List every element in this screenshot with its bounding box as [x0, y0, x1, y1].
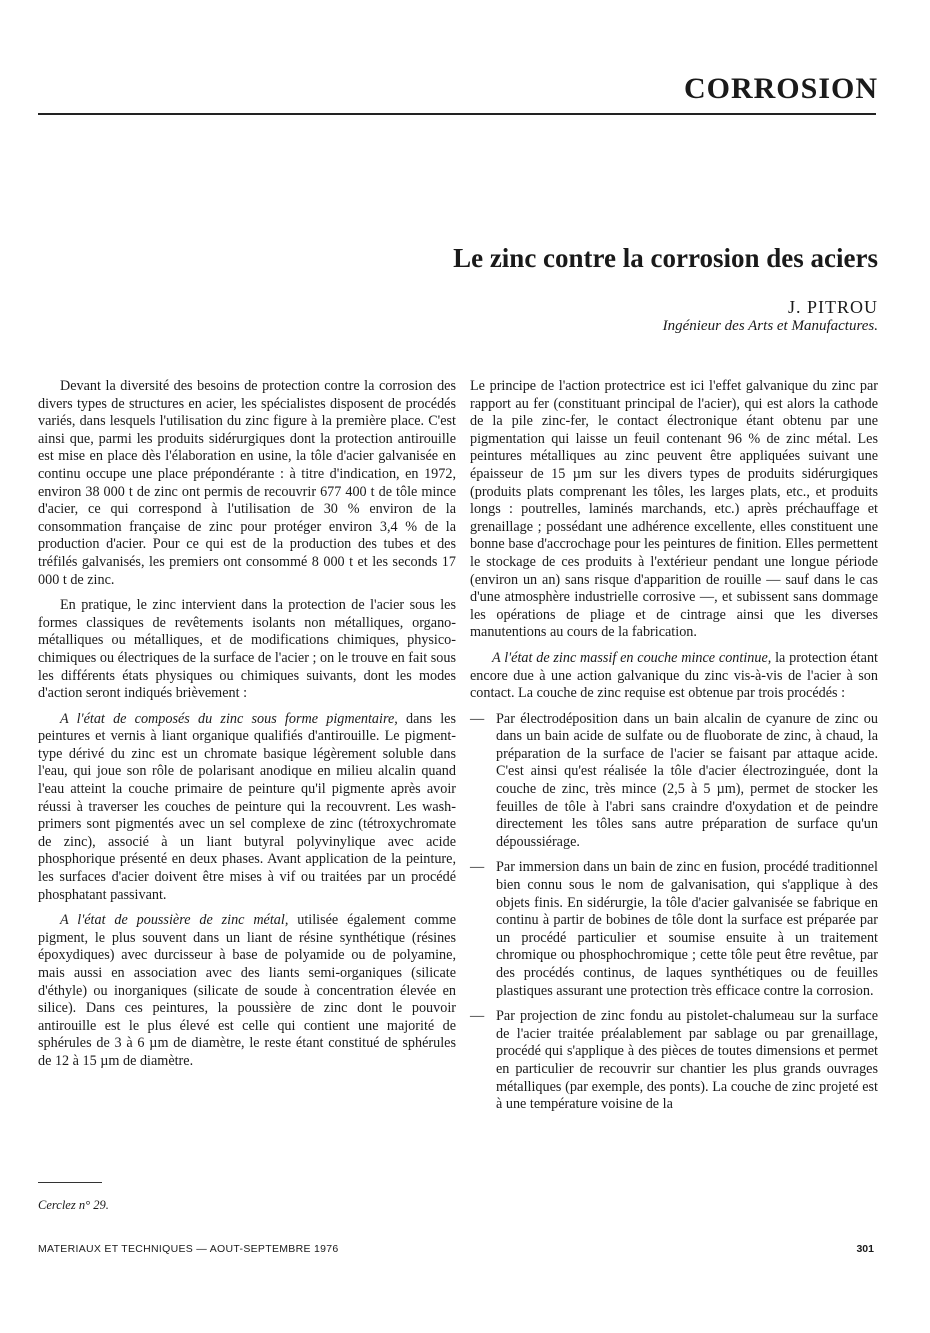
- list-item: [470, 859, 878, 1000]
- list-item-text: Par immersion dans un bain de zinc en fusion, procédé traditionnel bien connu sous le nom de galvanisation, qui s'applique à des objets finis. En sidérurgie, la tôle d'acier galvanisée se fabrique en continu à partir de bobines de tôle dont la surface est préparée par un procédé particulier et soumise ensuite à un traitement chromique ou phosphochromique ; cette tôle peut être revêtue, par des procédés continus, de laques synthétiques ou de feuilles plastiques assurant une protection très efficace contre la corrosion.: [496, 859, 878, 999]
- paragraph: En pratique, le zinc intervient dans la protection de l'acier sous les formes classiques de revêtements isolants non métalliques, organo-métalliques ou métalliques, et de modifications chimiques, physico-chimiques ou électriques de la surface de l'acier ; on le trouve en fait sous les différents états physiques ou chimiques suivants, dont les modes d'action seront indiqués brièvement :: [38, 597, 456, 702]
- paragraph: Devant la diversité des besoins de protection contre la corrosion des divers types de structures en acier, les spécialistes disposent de procédés variés, dans lesquels l'utilisation du zinc figure à la première place. C'est ainsi que, parmi les produits sidérurgiques dont la protection antirouille est mise en place dès l'élaboration en usine, la tôle d'acier galvanisée en continu occupe une place prépondérante : à titre d'indication, en 1972, environ 38 000 t de zinc ont permis de recouvrir 677 400 t de tôle mince d'acier, ce qui correspond à l'utilisation de 30 % environ de la consommation française de zinc pour protéger environ 3,4 % de la production d'acier. Pour ce qui est de la production des tubes et des tréfilés galvanisés, les premiers ont consommé 8 000 t et les seconds 17 000 t de zinc.: [38, 378, 456, 588]
- right-column: [470, 378, 878, 1122]
- dash-marker: —: [470, 1008, 485, 1025]
- list-item-text: Par électrodéposition dans un bain alcalin de cyanure de zinc ou dans un bain acide de sulfate ou de fluoborate de zinc, à chaud, la préparation de la surface de l'acier se faisant par attaque acide. C'est ainsi qu'est réalisée la tôle d'acier électrozinguée, dont la couche de zinc, très mince (2,5 à 5 µm), permet de stocker les feuilles de tôle à l'abri sans craindre d'oxydation et de peindre directement les tôles sans autre préparation de surface qu'un dépoussiérage.: [496, 710, 878, 850]
- article-title: Le zinc contre la corrosion des aciers: [453, 243, 878, 273]
- footnote: Cerclez n° 29.: [38, 1198, 109, 1212]
- paragraph-lead: A l'état de poussière de zinc métal,: [60, 912, 289, 929]
- page-number: 301: [856, 1243, 874, 1255]
- paragraph: [470, 650, 878, 703]
- footnote-rule: [38, 1182, 102, 1183]
- list-item-text: Par projection de zinc fondu au pistolet-chalumeau sur la surface de l'acier traitée préalablement par sablage ou par grenaillage, procédé qui s'applique à des pièces de toutes dimensions et permet en particulier de recouvrir sur chantier les plus grands ouvrages métalliques (par exemple, des ponts). La couche de zinc projeté est à une température voisine de la: [496, 1008, 878, 1113]
- paragraph-body: dans les peintures et vernis à liant organique qualifiés d'antirouille. Le pigment-type dérivé du zinc est un chromate basique légèrement soluble dans l'eau, qui joue son rôle de polarisant anodique en milieu alcalin quand l'eau atteint la couche primaire de peinture qu'il pigmente après avoir réussi à traverser les couches de peinture qui la recouvrent. Les wash-primers sont pigmentés avec un sel complexe de zinc (tétroxychromate de zinc), associé à un liant butyral polyvinylique avec acide phosphorique présenté en deux phases. Avant application de la peinture, les surfaces d'acier doivent être mises à vif ou traitées par un procédé phosphatant passivant.: [38, 710, 456, 903]
- dash-marker: —: [470, 859, 485, 876]
- process-list: [470, 711, 878, 1114]
- paragraph-body: utilisée également comme pigment, le plus souvent dans un liant de résine synthétique (résines époxydiques) avec durcisseur à base de polyamide ou de polyamine, mais aussi en association avec des liants semi-organiques (silicate d'éthyle) ou inorganiques (silicate de soude à concentration élevée en silice). Dans ces peintures, la poussière de zinc dont le pouvoir antirouille est le plus élevé est celle qui contient une majorité de sphérules de 3 à 6 µm de diamètre, le reste étant constitué de sphérules de 12 à 15 µm de diamètre.: [38, 912, 457, 1069]
- paragraph: [38, 711, 456, 905]
- author-name: J. PITROU: [787, 297, 878, 317]
- author-role: Ingénieur des Arts et Manufactures.: [662, 318, 878, 334]
- list-item: [470, 711, 878, 852]
- list-item: [470, 1008, 878, 1114]
- paragraph-lead: A l'état de composés du zinc sous forme pigmentaire,: [60, 710, 398, 727]
- header-rule: [38, 113, 876, 115]
- journal-footer: MATERIAUX ET TECHNIQUES — AOUT-SEPTEMBRE 1976: [38, 1243, 339, 1255]
- dash-marker: —: [470, 710, 485, 727]
- left-column: [38, 378, 456, 1079]
- paragraph-lead: A l'état de zinc massif en couche mince continue,: [492, 649, 772, 666]
- paragraph: [38, 912, 456, 1070]
- section-title: CORROSION: [683, 72, 878, 105]
- paragraph-body: la protection étant encore due à une action galvanique du zinc vis-à-vis de l'acier à son contact. La couche de zinc requise est obtenue par trois procédés :: [470, 649, 878, 702]
- paragraph: Le principe de l'action protectrice est ici l'effet galvanique du zinc par rapport au fer (constituant principal de l'acier), qui est alors la cathode de la pile zinc-fer, le contact électronique étant obtenu par une pigmentation qui laisse un feuil contenant 96 % de zinc métal. Les peintures métalliques au zinc peuvent être appliquées suivant une épaisseur de 15 µm sur les divers types de produits sidérurgiques (produits plats comprenant les tôles, les larges plats, etc., et produits longs : poutrelles, laminés marchands, etc.) après préchauffage et grenaillage ; possédant une adhérence excellente, elles constituent une bonne base d'accrochage pour les peintures de finition. Elles permettent le stockage de ces produits à l'extérieur pendant une longue période (environ un an) sans risque d'apparition de rouille — sauf dans le cas d'une atmosphère industrielle corrosive —, et subissent sans dommage les opérations de pliage et de cintrage ainsi que les diverses manutentions au cours de la fabrication.: [470, 378, 878, 641]
